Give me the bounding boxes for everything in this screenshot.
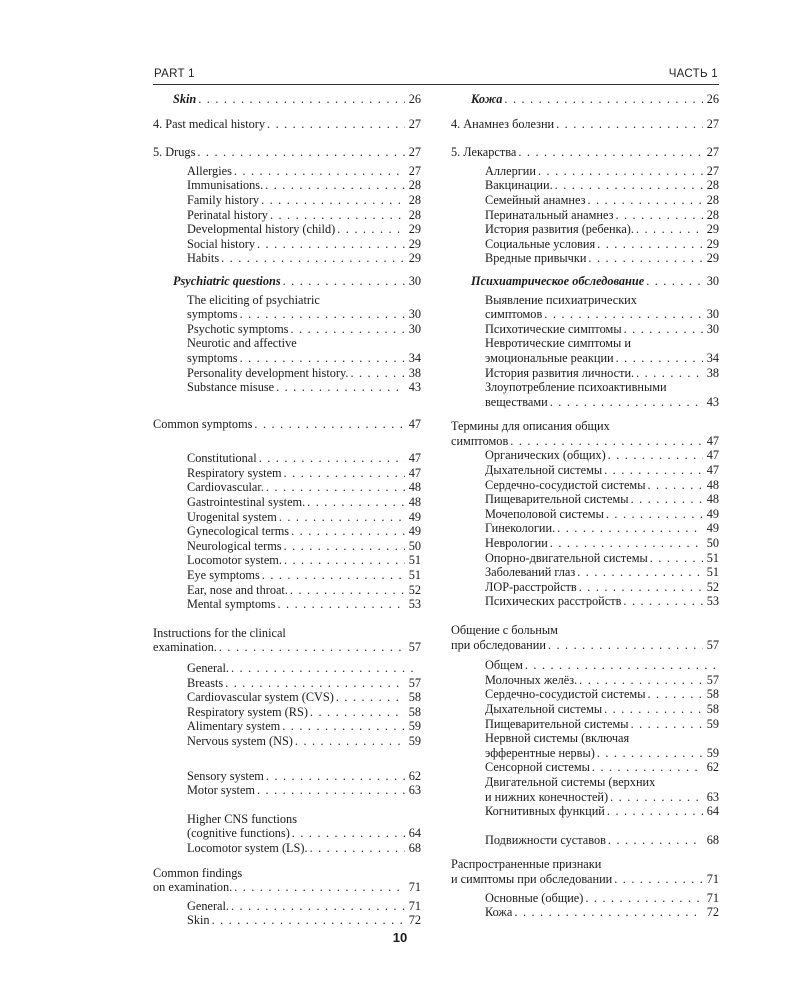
toc-entry-ru-perinatal-history: Перинатальный анамнез . . . 28 (451, 208, 719, 223)
toc-entry-ru-drugs: 5. Лекарства . . . 27 (451, 145, 719, 160)
toc-entry-neurological: Neurological terms . . . 50 (153, 539, 421, 554)
toc-entry-habits: Habits . . . 29 (153, 251, 421, 266)
toc-entry-ru-substance: веществами . . . 43 (451, 395, 719, 410)
toc-entry-ru-developmental-history: История развития (ребенка). . . . 29 (451, 222, 719, 237)
toc-entry-findings-skin: Skin . . . 72 (153, 913, 421, 928)
toc-entry-findings-line1: Common findings (153, 865, 243, 880)
toc-entry-breasts: Breasts . . . 57 (153, 676, 421, 691)
toc-entry-family-history: Family history . . . 28 (153, 193, 421, 208)
toc-entry-ru-findings-skin: Кожа . . . 72 (451, 905, 719, 920)
toc-entry-gynecological: Gynecological terms . . . 49 (153, 524, 421, 539)
toc-entry-ru-eliciting-line1: Выявление психиатрических (485, 292, 637, 307)
toc-entry-ru-motor: и нижних конечностей) . . . 63 (451, 790, 719, 805)
toc-entry-cardiovascular: Cardiovascular. . . . 48 (153, 480, 421, 495)
toc-entry-ru-family-history: Семейный анамнез . . . 28 (451, 193, 719, 208)
toc-entry-ru-eye: Заболеваний глаз . . . 51 (451, 565, 719, 580)
toc-entry-ru-common-symptoms: симптомов . . . 47 (451, 434, 719, 449)
toc-entry-higher-cns: (cognitive functions) . . . 64 (153, 826, 421, 841)
toc-entry-ru-habits: Вредные привычки . . . 29 (451, 251, 719, 266)
page-number: 10 (392, 930, 408, 945)
toc-entry-ru-cardiovascular: Сердечно-сосудистой системы . . . 48 (451, 478, 719, 493)
toc-entry-ru-gynecological: Гинекологии. . . . 49 (451, 521, 719, 536)
toc-entry-ent: Ear, nose and throat. . . . 52 (153, 583, 421, 598)
toc-entry-ru-joints: Подвижности суставов . . . 68 (451, 833, 719, 848)
toc-entry-urogenital: Urogenital system . . . 49 (153, 510, 421, 525)
toc-entry-ru-ent: ЛОР-расстройств . . . 52 (451, 580, 719, 595)
toc-entry-past-medical-history: 4. Past medical history . . . 27 (153, 117, 421, 132)
toc-entry-common-symptoms: Common symptoms . . . 47 (153, 417, 421, 432)
toc-entry-ru-cvs: Сердечно-сосудистой системы . . . 58 (451, 687, 719, 702)
toc-entry-ru-findings-line1: Распространенные признаки (451, 857, 602, 872)
toc-entry-ru-instructions-line1: Общение с больным (451, 623, 558, 637)
toc-entry-ru-eliciting: симптомов . . . 30 (451, 307, 719, 322)
toc-entry-mental: Mental symptoms . . . 53 (153, 597, 421, 612)
toc-entry-ru-substance-line1: Злоупотребление психоактивными (485, 380, 667, 395)
toc-entry-immunisations: Immunisations. . . . 28 (153, 178, 421, 193)
toc-entry-constitutional: Constitutional . . . 47 (153, 451, 421, 466)
toc-entry-sensory: Sensory system . . . 62 (153, 769, 421, 784)
toc-entry-ru-constitutional: Органических (общих) . . . 47 (451, 448, 719, 463)
toc-entry-social-history: Social history . . . 29 (153, 237, 421, 252)
toc-entry-locomotor-ls: Locomotor system (LS). . . . 68 (153, 841, 421, 856)
toc-entry-neurotic-line1: Neurotic and affective (187, 336, 297, 351)
toc-entry-ru-findings-general: Основные (общие) . . . 71 (451, 891, 719, 906)
toc-entry-ru-findings: и симптомы при обследовании . . . 71 (451, 872, 719, 887)
toc-entry-eliciting-line1: The eliciting of psychiatric (187, 292, 320, 307)
toc-entry-gastrointestinal: Gastrointestinal system. . . . 48 (153, 495, 421, 510)
toc-entry-findings-general: General. . . . 71 (153, 899, 421, 914)
toc-entry-ru-neurological: Неврологии . . . 50 (451, 536, 719, 551)
toc-entry-ru-motor-line1: Двигательной системы (верхних (485, 774, 656, 789)
toc-entry-instructions-line1: Instructions for the clinical (153, 625, 286, 640)
toc-entry-ru-gastrointestinal: Пищеварительной системы . . . 48 (451, 492, 719, 507)
toc-column-english (153, 92, 421, 928)
toc-entry-ru-general: Общем . . . (451, 658, 719, 673)
running-header-right: ЧАСТЬ 1 (668, 68, 718, 80)
toc-entry-eye: Eye symptoms . . . 51 (153, 568, 421, 583)
toc-entry-ru-urogenital: Мочеполовой системы . . . 49 (451, 507, 719, 522)
toc-entry-personality: Personality development history. . . . 38 (153, 366, 421, 381)
toc-entry-respiratory: Respiratory system . . . 47 (153, 466, 421, 481)
toc-entry-ru-psychiatric: Психиатрическое обследование . . . 30 (451, 274, 719, 289)
toc-entry-locomotor: Locomotor system. . . . 51 (153, 553, 421, 568)
toc-entry-ru-psychotic: Психотические симптомы . . . 30 (451, 322, 719, 337)
toc-entry-ru-nervous: эфферентные нервы) . . . 59 (451, 746, 719, 761)
toc-entry-findings: on examination. . . . 71 (153, 880, 421, 895)
toc-entry-neurotic: symptoms . . . 34 (153, 351, 421, 366)
toc-entry-ru-past-medical-history: 4. Анамнез болезни . . . 27 (451, 117, 719, 132)
toc-entry-ru-sensory: Сенсорной системы . . . 62 (451, 760, 719, 775)
toc-entry-higher-cns-line1: Higher CNS functions (187, 811, 297, 826)
toc-entry-motor: Motor system . . . 63 (153, 783, 421, 798)
toc-entry-rs: Respiratory system (RS) . . . 58 (153, 705, 421, 720)
toc-entry-ru-nervous-line1: Нервной системы (включая (485, 731, 630, 746)
toc-entry-ru-alimentary: Пищеварительной системы . . . 59 (451, 717, 719, 732)
toc-entry-ru-common-symptoms-line1: Термины для описания общих (451, 419, 610, 434)
toc-entry-ru-respiratory: Дыхательной системы . . . 47 (451, 463, 719, 478)
toc-entry-allergies: Allergies . . . 27 (153, 164, 421, 179)
toc-entry-ru-mental: Психических расстройств . . . 53 (451, 594, 719, 609)
toc-entry-ru-neurotic-line1: Невротические симптомы и (485, 336, 631, 351)
toc-entry-psychotic-symptoms: Psychotic symptoms . . . 30 (153, 322, 421, 337)
toc-entry-alimentary: Alimentary system . . . 59 (153, 719, 421, 734)
toc-entry-perinatal-history: Perinatal history . . . 28 (153, 208, 421, 223)
toc-entry-ru-social-history: Социальные условия . . . 29 (451, 237, 719, 252)
toc-entry-ru-breasts: Молочных желёз. . . . 57 (451, 673, 719, 688)
running-header-left: PART 1 (154, 68, 195, 80)
toc-entry-ru-immunisations: Вакцинации. . . . 28 (451, 178, 719, 193)
toc-entry-ru-personality: История развития личности. . . . 38 (451, 366, 719, 381)
toc-entry-psychiatric-questions: Psychiatric questions . . . 30 (153, 274, 421, 289)
toc-entry-ru-cognitive: Когнитивных функций . . . 64 (451, 804, 719, 819)
toc-entry-ru-neurotic: эмоциональные реакции . . . 34 (451, 351, 719, 366)
toc-entry-ru-rs: Дыхательной системы . . . 58 (451, 702, 719, 717)
toc-entry-ru-allergies: Аллергии . . . 27 (451, 164, 719, 179)
header-rule (153, 84, 719, 85)
toc-entry-drugs: 5. Drugs . . . 27 (153, 145, 421, 160)
toc-entry-cvs: Cardiovascular system (CVS) . . . 58 (153, 690, 421, 705)
toc-entry-instructions: examination. . . . 57 (153, 640, 421, 655)
toc-entry-substance-misuse: Substance misuse . . . 43 (153, 380, 421, 395)
toc-entry-ru-skin: Кожа . . . 26 (451, 92, 719, 107)
toc-entry-nervous: Nervous system (NS) . . . 59 (153, 734, 421, 749)
toc-entry-general: General. . . . (153, 661, 421, 676)
toc-column-russian (451, 92, 719, 920)
toc-entry-ru-instructions: при обследовании . . . 57 (451, 638, 719, 653)
toc-entry-developmental-history: Developmental history (child) . . . 29 (153, 222, 421, 237)
toc-entry-eliciting: symptoms . . . 30 (153, 307, 421, 322)
toc-entry-ru-locomotor: Опорно-двигательной системы . . . 51 (451, 551, 719, 566)
toc-entry-skin: Skin . . . 26 (153, 92, 421, 107)
